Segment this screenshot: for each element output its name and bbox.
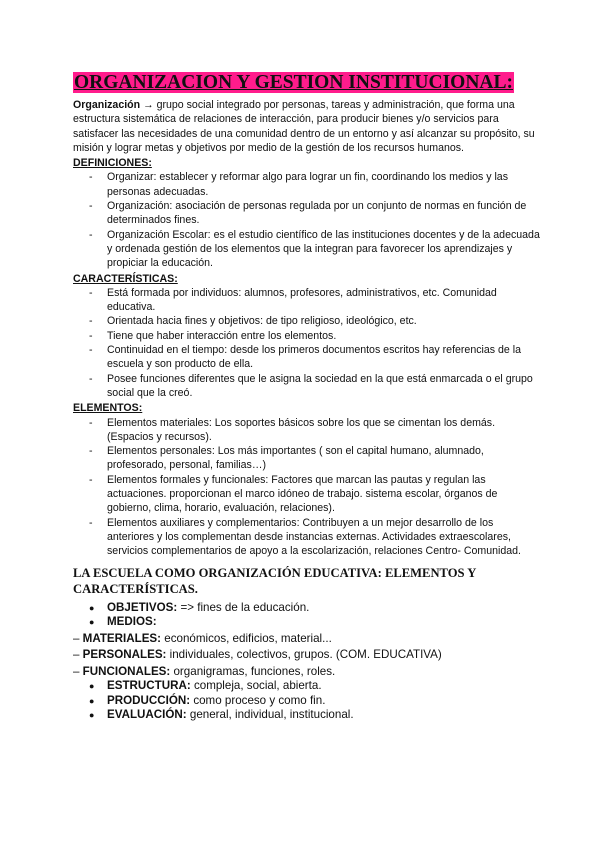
list-item: - Orientada hacia fines y objetivos: de tipo religioso, ideológico, etc. bbox=[89, 314, 540, 328]
list-item: - Posee funciones diferentes que le asigna la sociedad en la que está enmarcada o el grupo social que la creó. bbox=[89, 372, 540, 401]
funcionales-line bbox=[73, 665, 540, 680]
list-item: - Elementos formales y funcionales: Factores que marcan las pautas y regulan las actuaciones. proporcionan el marco idóneo de trabajo. sistema escolar, órganos de gobierno, clima, horario, evaluación, relaciones). bbox=[89, 473, 540, 516]
list-item-objetivos bbox=[89, 601, 540, 616]
list-item-medios bbox=[89, 615, 540, 630]
medios-label: MEDIOS: bbox=[107, 615, 157, 628]
escuela-section-title: LA ESCUELA COMO ORGANIZACIÓN EDUCATIVA: ELEMENTOS Y CARACTERÍSTICAS. bbox=[73, 565, 476, 596]
list-item-evaluacion bbox=[89, 708, 540, 723]
title-container bbox=[73, 72, 540, 94]
estructura-text: compleja, social, abierta. bbox=[190, 679, 322, 692]
document-title: ORGANIZACION Y GESTION INSTITUCIONAL: bbox=[74, 72, 514, 93]
list-item: - Organizar: establecer y reformar algo para lograr un fin, coordinando los medios y las personas adecuadas. bbox=[89, 170, 540, 199]
produccion-text: como proceso y como fin. bbox=[190, 693, 326, 707]
dash-prefix: – bbox=[73, 631, 83, 645]
definiciones-heading: DEFINICIONES: bbox=[73, 157, 152, 170]
caracteristicas-heading: CARACTERÍSTICAS: bbox=[73, 272, 178, 285]
list-item: - Elementos auxiliares y complementarios: Contribuyen a un mejor desarrollo de los anteriores y los complementan desde instancias externas. Actividades extraescolares, servicios complementarios de apoyo a la escolarización, relaciones Centro- Comunidad. bbox=[89, 516, 540, 559]
list-item: - Elementos personales: Los más importantes ( son el capital humano, alumnado, profesorado, personal, familias…) bbox=[89, 444, 540, 473]
funcionales-text: organigramas, funciones, roles. bbox=[170, 664, 336, 678]
elementos-heading: ELEMENTOS: bbox=[73, 402, 143, 415]
materiales-label: MATERIALES: bbox=[82, 631, 162, 645]
list-item: - Tiene que haber interacción entre los elementos. bbox=[89, 329, 540, 343]
list-item: - Elementos materiales: Los soportes básicos sobre los que se cimentan los demás. (Espacios y recursos). bbox=[89, 416, 540, 445]
list-item-produccion bbox=[89, 694, 540, 709]
list-item: - Organización Escolar: es el estudio científico de las instituciones docentes y de la adecuada y ordenada gestión de los elementos que la integran para favorecer los aprendizajes y propiciar la educación. bbox=[89, 228, 540, 271]
escuela-bullets-top bbox=[73, 601, 540, 630]
dash-prefix: – bbox=[73, 664, 83, 678]
materiales-text: económicos, edificios, material... bbox=[161, 631, 332, 645]
intro-paragraph bbox=[73, 98, 540, 155]
escuela-bullets-bottom bbox=[73, 679, 540, 723]
list-item: - Está formada por individuos: alumnos, profesores, administrativos, etc. Comunidad educativa. bbox=[89, 286, 540, 315]
evaluacion-label: EVALUACIÓN: bbox=[107, 708, 187, 721]
list-item: - Continuidad en el tiempo: desde los primeros documentos escritos hay referencias de la escuela y son producto de ella. bbox=[89, 343, 540, 372]
definiciones-list bbox=[73, 170, 540, 270]
objetivos-text: => fines de la educación. bbox=[177, 600, 310, 614]
intro-text: → grupo social integrado por personas, tareas y administración, que forma una estructura sistemática de relaciones de interacción, para producir bienes y/o servicios para satisfacer las necesidades de una comunidad dentro de un entorno y así alcanzar su propósito, su misión y lograr metas y objetivos por medio de la gestión de los recursos humanos. bbox=[73, 99, 535, 154]
caracteristicas-list bbox=[73, 286, 540, 400]
funcionales-label: FUNCIONALES: bbox=[82, 664, 171, 678]
intro-term: Organización bbox=[73, 99, 141, 111]
dash-prefix: – bbox=[73, 648, 83, 661]
personales-line bbox=[73, 648, 540, 663]
personales-text: individuales, colectivos, grupos. (COM. EDUCATIVA) bbox=[166, 648, 442, 661]
materiales-line bbox=[73, 632, 540, 647]
list-item-estructura bbox=[89, 679, 540, 694]
estructura-label: ESTRUCTURA: bbox=[107, 679, 191, 692]
elementos-list bbox=[73, 416, 540, 559]
objetivos-label: OBJETIVOS: bbox=[107, 600, 178, 614]
produccion-label: PRODUCCIÓN: bbox=[107, 693, 191, 707]
evaluacion-text: general, individual, institucional. bbox=[186, 708, 354, 721]
list-item: - Organización: asociación de personas regulada por un conjunto de normas en función de determinados fines. bbox=[89, 199, 540, 228]
personales-label: PERSONALES: bbox=[82, 648, 167, 661]
